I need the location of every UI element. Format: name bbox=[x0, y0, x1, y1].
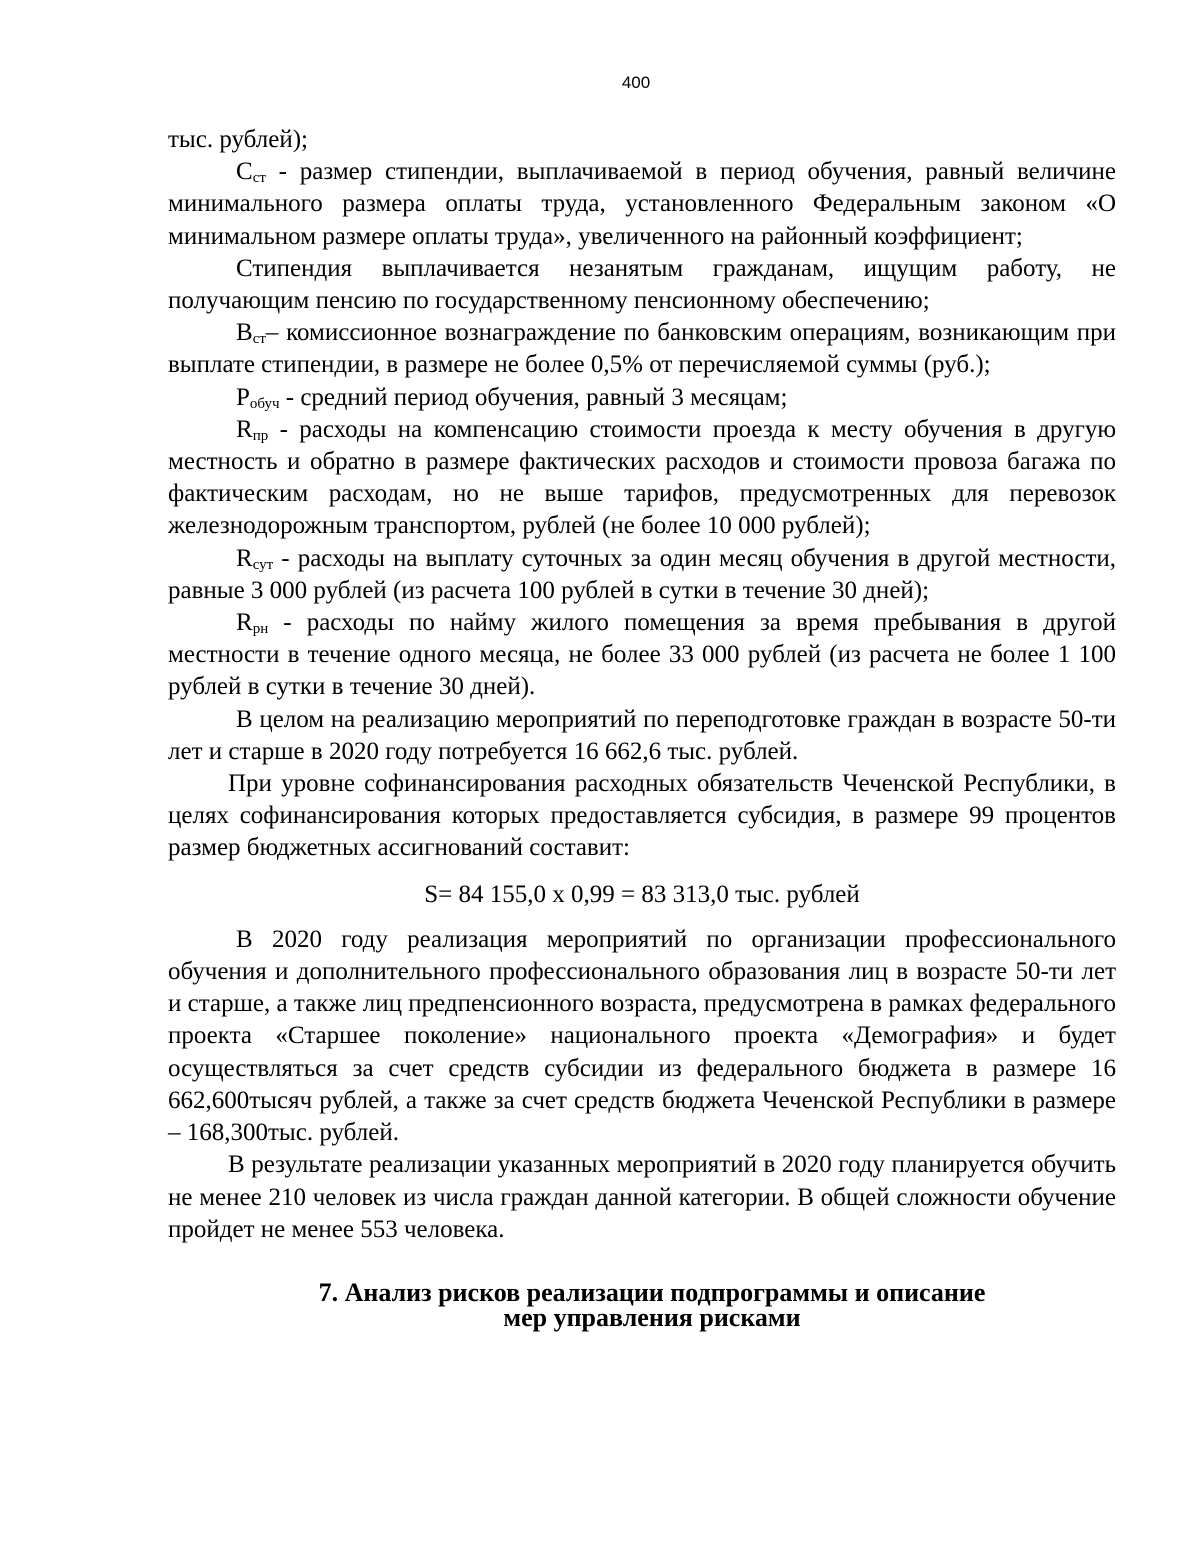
section-heading-line-2: мер управления рисками bbox=[503, 1302, 801, 1332]
page-number: 400 bbox=[621, 73, 651, 92]
variable-symbol: С bbox=[236, 158, 253, 186]
paragraph-total-retraining: В целом на реализацию мероприятий по переподготовке граждан в возрасте 50-ти лет и старше в 2020 году потребуется 16 662,6 тыс. рублей. bbox=[168, 705, 1116, 765]
paragraph-text: - средний период обучения, равный 3 месяцам; bbox=[279, 383, 788, 411]
paragraph-text: - расходы на выплату суточных за один месяц обучения в другой местности, равные 3 000 рублей (из расчета 100 рублей в сутки в течение 30 дней); bbox=[168, 544, 1116, 604]
paragraph-travel-costs bbox=[168, 414, 1116, 543]
document-body bbox=[168, 124, 1116, 1330]
section-heading bbox=[168, 1277, 1116, 1332]
variable-symbol: R bbox=[236, 609, 253, 637]
formula-budget-allocation: S= 84 155,0 х 0,99 = 83 313,0 тыс. рублей bbox=[424, 880, 860, 908]
variable-symbol: Р bbox=[236, 383, 250, 411]
paragraph-cofinancing: При уровне софинансирования расходных обязательств Чеченской Республики, в целях софинансирования которых предоставляется субсидия, в размере 99 процентов размер бюджетных ассигнований составит: bbox=[168, 770, 1116, 862]
paragraph-text: - расходы на компенсацию стоимости проезда к месту обучения в другую местность и обратно в размере фактических расходов и стоимости провоза багажа по фактическим расходам, но не выше тарифов, предусмотренных для перевозок железнодорожным транспортом, рублей (не более 10 000 рублей); bbox=[168, 415, 1116, 540]
paragraph-text: – комиссионное вознаграждение по банковским операциям, возникающим при выплате стипендии, в размере не более 0,5% от перечисляемой суммы (руб.); bbox=[168, 319, 1116, 379]
variable-subscript: ст bbox=[252, 331, 266, 348]
paragraph-commission-definition bbox=[168, 317, 1116, 381]
paragraph-daily-allowance bbox=[168, 543, 1116, 607]
paragraph-text: - размер стипендии, выплачиваемой в период обучения, равный величине минимального размера оплаты труда, установленного Федеральным законом «О минимальном размере оплаты труда», увеличенного на районный коэффициент; bbox=[168, 158, 1116, 250]
variable-symbol: R bbox=[236, 415, 253, 443]
paragraph-federal-project: В 2020 году реализация мероприятий по организации профессионального обучения и дополнительного профессионального образования лиц в возрасте 50-ти лет и старше, а также лиц предпенсионного возраста, предусмотрена в рамках федерального проекта «Старшее поколение» национального проекта «Демография» и будет осуществляться за счет средств субсидии из федерального бюджета в размере 16 662,600тысяч рублей, а также за счет средств бюджета Чеченской Республики в размере – 168,300тыс. рублей. bbox=[168, 925, 1116, 1147]
variable-symbol: В bbox=[236, 319, 253, 347]
variable-symbol: R bbox=[236, 544, 253, 572]
variable-subscript: обуч bbox=[249, 395, 280, 412]
paragraph-training-period bbox=[168, 382, 1116, 414]
paragraph-stipend-definition bbox=[168, 156, 1116, 253]
variable-subscript: рн bbox=[252, 621, 269, 638]
paragraph-text: - расходы по найму жилого помещения за время пребывания в другой местности в течение одного месяца, не более 33 000 рублей (из расчета не более 1 100 рублей в сутки в течение 30 дней). bbox=[168, 609, 1116, 701]
paragraph-housing-costs bbox=[168, 607, 1116, 704]
variable-subscript: сут bbox=[252, 556, 274, 573]
variable-subscript: ст bbox=[252, 170, 266, 187]
paragraph-continuation: тыс. рублей); bbox=[168, 126, 308, 153]
paragraph-expected-results: В результате реализации указанных мероприятий в 2020 году планируется обучить не менее 210 человек из числа граждан данной категории. В общей сложности обучение пройдет не менее 553 человека. bbox=[168, 1151, 1116, 1243]
variable-subscript: пр bbox=[252, 427, 269, 444]
paragraph-stipend-eligibility: Стипендия выплачивается незанятым гражданам, ищущим работу, не получающим пенсию по государственному пенсионному обеспечению; bbox=[168, 254, 1116, 315]
section-heading-line-1: 7. Анализ рисков реализации подпрограммы и описание bbox=[318, 1277, 986, 1307]
